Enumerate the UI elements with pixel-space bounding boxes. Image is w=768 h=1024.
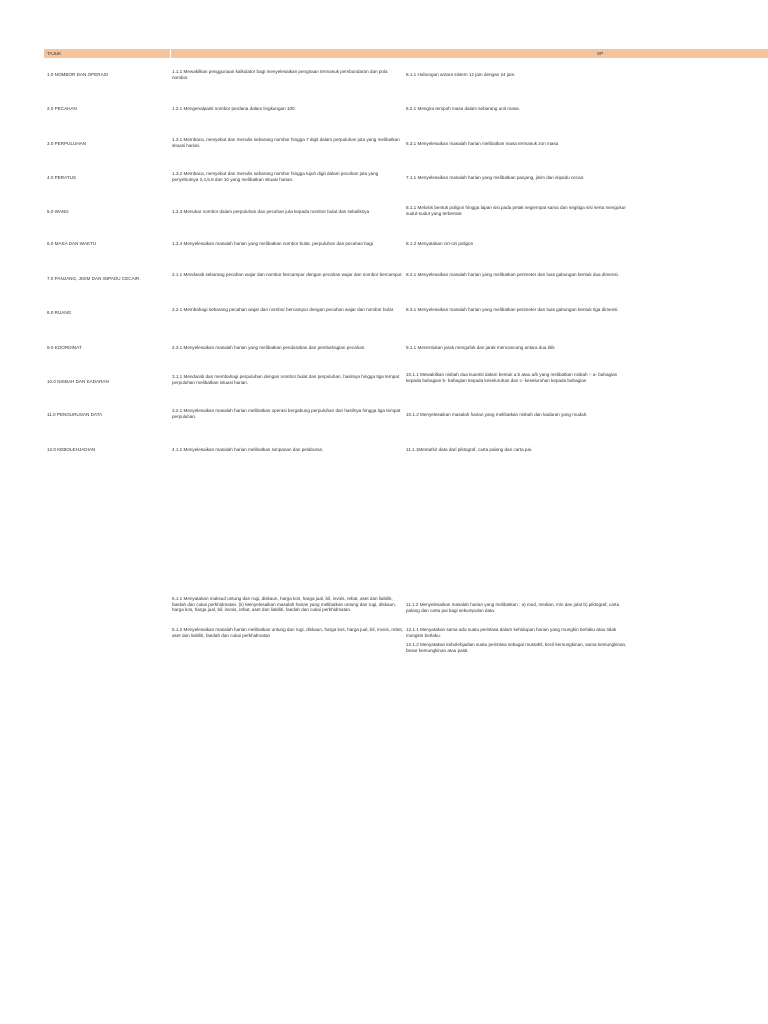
row-tajuk: 9.0 KOORDINAT (47, 345, 82, 350)
row-tajuk: 8.0 RUANG (47, 310, 72, 315)
row-standard: 4.1.1 Menyelesaikan masalah harian melibatkan simpanan dan pelaburan. (172, 447, 324, 452)
row-tajuk: 11.0 PENGURUSAN DATA (47, 412, 103, 417)
row-sp: 10.1.2 Menyelesaikan masalah harian yang melibatkan nisbah dan kadaran yang mudah. (406, 412, 588, 417)
row-standard: 1.3.1 Membaca, menyebut dan menulis sebarang nombor hingga 7 digit dalam perpuluhan juta yang melibatkan situasi harian. (172, 137, 400, 148)
row-sp: 8.1.2 Menyatakan ciri-ciri poligon (406, 241, 474, 246)
header-divider (170, 49, 171, 58)
lower-mid-1: 5.1.1 Menyatakan maksud untung dan rugi, diskaun, harga kos, harga jual, bil, invois, rebat, aset dan liabiliti, faedah dan cukai perkhidmatan. (ii) Menyelesaikan masalah harian yang melibatkan untung dan rugi, diskaun, harga kos, harga jual, bil, invois, rebat, aset dan liabiliti, faedah dan cukai perkhidmatan. (172, 596, 396, 613)
row-sp: 6.3.1 Menyelesaikan masalah harian melibatkan masa termasuk zon masa (406, 141, 559, 146)
row-tajuk: 7.0 PANJANG, JISIM DAN ISIPADU CECAIR. (47, 276, 141, 281)
row-standard: 3.2.1 Menyelesaikan masalah harian melibatkan operasi bergabung perpuluhan dan hasilnya hingga tiga tempat perpuluhan. (172, 408, 401, 419)
row-sp: 8.3.1 Menyelesaikan masalah harian yang melibatkan perimeter dan luas gabungan bentuk tiga dimensi. (406, 307, 619, 312)
row-sp: 6.1.1 Hubungan antara sistem 12 jam dengan 24 jam. (406, 72, 516, 77)
row-sp: 8.2.1 Menyelesaikan masalah harian yang melibatkan perimeter dan luas gabungan bentuk dua dimensi. (406, 272, 619, 277)
lower-mid-2: 5.1.2 Menyelesaikan masalah harian melibatkan untung dan rugi, diskaun, harga kos, harga jual, bil, invois, rebet, aset dan liabiliti, faedah dan cukai perkhidmatan (172, 627, 404, 638)
row-sp: 6.2.1 Mengira tempoh masa dalam sebarang unit masa. (406, 106, 520, 111)
row-sp: 9.1.1 Menentukan jarak mengufuk dan jarak mencancang antara dua titik (406, 345, 555, 350)
row-tajuk: 4.0 PERATUS (47, 175, 77, 180)
row-sp: 7.1.1 Menyelesaikan masalah harian yang melibatkan panjang, jisim dan isipadu cecair. (406, 175, 585, 180)
row-sp: 8.1.1 Melukis bentuk poligon hingga lapan sisi pada petak segiempat sama dan segitiga sisi serta mengukur sudut-sudut yang terbentuk (406, 205, 626, 216)
row-sp: 11.1.1Mentafsir data dari piktograf, carta palang dan carta pai. (406, 447, 533, 452)
row-tajuk: 10.0 NISBAH DAN KADARAN (47, 379, 109, 384)
row-standard: 1.3.2 Membaca, menyebut dan menulis sebarang nombor hingga tujuh digit dalam pecahan juta yang penyebutnya 2,4,5,8 dan 10 yang melibatkan situasi harian. (172, 171, 379, 182)
row-sp: 10.1.1 Mewakilkan nisbah dua kuantiti dalam bentuk a:b atau a/b yang melibatkan nisbah :- a- bahagian kepada bahagian b- bahagian kepada keseluruhan dan c- keseluruhan kepada bahagian (406, 372, 618, 383)
row-tajuk: 12.0 KEBOLEHJADIAN (47, 447, 96, 452)
row-standard: 3.1.1 Mendarab dan membahagi perpuluhan dengan nombor bulat dan perpuluhan, hasilnya hingga tiga tempat perpuluhan melibatkan situasi harian. (172, 374, 400, 385)
lower-right-2: 12.1.1 Menyatakan sama ada suatu peristiwa dalam kehidupan harian yang mungkin berlaku atau tidak mungkin berlaku. (406, 627, 617, 638)
header-bar (44, 49, 768, 58)
row-tajuk: 5.0 WANG (47, 209, 69, 214)
lower-right-1: 11.1.2 Menyelesaikan masalah harian yang melibatkan : a) mod, median, min dan julat b) piktograf, carta palang dan carta pai bagi sekumpulan data. (406, 602, 620, 613)
lower-right-3: 12.1.2 Menyatakan kebolehjadian suatu peristiwa sebagai mustahil, kecil kemungkinan, sama kemungkinan, besar kemungkinan atau pasti. (406, 642, 627, 653)
row-tajuk: 1.0 NOMBOR DAN OPERASI (47, 72, 109, 77)
row-standard: 1.3.4 Menyelesaikan masalah harian yang melibatkan nombor bulat, perpuluhan dan pecahan bagi (172, 241, 373, 246)
header-tajuk: TAJUK (47, 51, 62, 56)
header-sp: SP (597, 51, 604, 56)
row-tajuk: 2.0 PECAHAN (47, 106, 77, 111)
row-tajuk: 6.0 MASA DAN WAKTU (47, 241, 97, 246)
row-standard: 1.3.3 Menukar nombor dalam perpuluhan dan pecahan juta kepada nombor bulat dan sebaliknya (172, 209, 370, 214)
row-standard: 2.1.1 Mendarab sebarang pecahan wajar dan nombor bercampur dengan pecahan wajar dan nombor bercampur. (172, 272, 403, 277)
row-standard: 1.2.1 Mengenalpasti nombor perdana dalam lingkungan 100 (172, 106, 295, 111)
row-tajuk: 3.0 PERPULUHAN (47, 141, 87, 146)
row-standard: 2.3.1 Menyelesaikan masalah harian yang melibatkan pendaraban dan pembahagian pecahan. (172, 345, 366, 350)
row-standard: 2.2.1 Membahagi sebarang pecahan wajar dan nombor bercampur dengan pecahan wajar dan nombor bulat. (172, 307, 395, 312)
row-standard: 1.1.1 Mewakilkan penggunaan kalkulator bagi menyelesaikan pengiraan termasuk pembundaran dan pola nombor (172, 69, 388, 80)
